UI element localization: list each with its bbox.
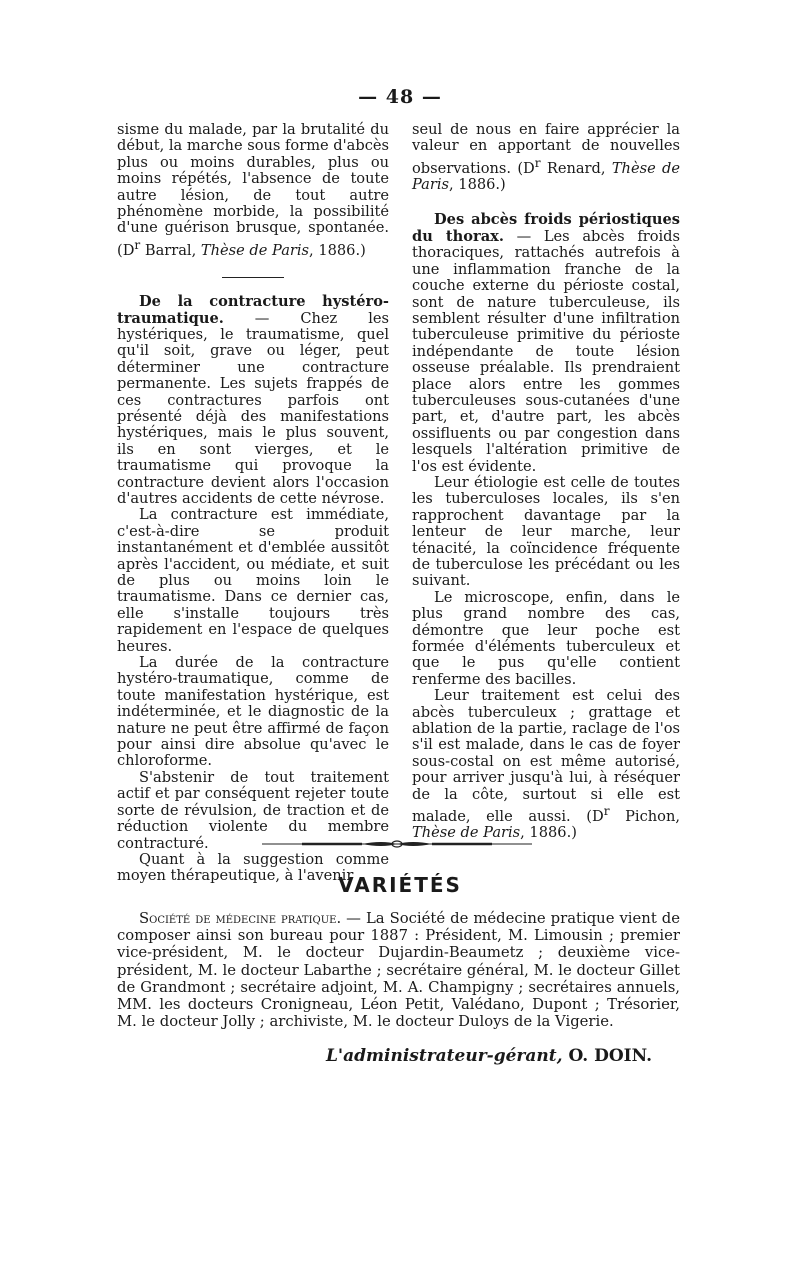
- ornament-divider: [262, 838, 532, 850]
- right-p5-sup: r: [603, 804, 610, 819]
- left-column: [117, 122, 389, 885]
- paragraph-gap: [412, 193, 680, 212]
- signature: [0, 1046, 652, 1066]
- right-paragraph-2: [412, 212, 680, 475]
- left-paragraph-6: Quant à la suggestion comme moyen thérapeutique, à l'avenir: [117, 850, 389, 885]
- varietes-text: — La Société de médecine pratique vient de composer ainsi son bureau pour 1887 : Président, M. Limousin ; premier vice-président, M. le docteur Dujardin-Beaumetz ; deuxième vice-président, M. le docteur Labarthe ; secrétaire général, M. le docteur Gillet de Grandmont ; secrétaire adjoint, M. A. Champigny ; secrétaires annuels, MM. les docteurs Cronigneau, Léon Petit, Valédano, Dupont ; Trésorier, M. le docteur Jolly ; archiviste, M. le docteur Duloys de la Vigerie.: [117, 910, 680, 1031]
- section-heading-contracture: De la contracture hystéro-traumatique.: [117, 293, 389, 327]
- left-paragraph-3: La contracture est immédiate, c'est-à-dire se produit instantanément et d'emblée aussitôt après l'accident, ou médiate, et suit de plus ou moins loin le traumatisme. Dans ce dernier cas, elle s'installe toujours très rapidement en l'espace de quelques heures.: [117, 506, 389, 655]
- signature-name: O. DOIN.: [562, 1046, 652, 1066]
- left-p1-text: sisme du malade, par la brutalité du début, la marche sous forme d'abcès plus ou moins durables, plus ou moins répétés, l'absence de toute autre lésion, de tout autre phénomène morbide, la possibilité d'une guérison brusque, spontanée. (D: [117, 121, 390, 259]
- left-p1-sup: r: [134, 237, 141, 252]
- varietes-section: [117, 910, 680, 1030]
- right-p5-text: Leur traitement est celui des abcès tuberculeux ; grattage et ablation de la partie, raclage de l'os s'il est malade, dans le cas de foyer sous-costal on est même autorisé, pour arriver jusqu'à lui, à réséquer de la côte, surtout si elle est malade, elle aussi. (D: [412, 687, 680, 825]
- section-title-varietes: VARIÉTÉS: [338, 873, 462, 897]
- right-p5-italic: Thèse de Paris: [412, 824, 521, 842]
- left-p1-italic: Thèse de Paris: [200, 241, 310, 259]
- varietes-lead: Société de médecine pratique.: [139, 910, 342, 927]
- right-column: [412, 122, 680, 842]
- right-p1-author: Renard,: [540, 159, 612, 177]
- right-p5-end: , 1886.): [520, 824, 577, 842]
- left-paragraph-2: [117, 294, 389, 507]
- right-p1-text: seul de nous en faire apprécier la valeur en apportant de nouvelles observations. (D: [412, 121, 680, 177]
- right-p1-sup: r: [534, 155, 541, 170]
- right-p5-author: Pichon,: [609, 807, 680, 825]
- separator-rule: [222, 277, 284, 278]
- left-paragraph-1: [117, 122, 389, 259]
- varietes-paragraph: [117, 910, 680, 1030]
- page-number: — 48 —: [358, 86, 442, 108]
- left-p1-end: , 1886.): [309, 241, 366, 259]
- right-p1-italic: Thèse de Paris: [412, 159, 680, 194]
- signature-role: L'administrateur-gérant,: [325, 1046, 563, 1066]
- left-p1-author: Barral,: [140, 241, 201, 259]
- left-paragraph-4: La durée de la contracture hystéro-traumatique, comme de toute manifestation hystérique, est indéterminée, et le diagnostic de la nature ne peut être affirmé de façon pour ainsi dire absolue qu'avec le chloroforme.: [117, 654, 389, 770]
- left-paragraph-5: S'abstenir de tout traitement actif et par conséquent rejeter toute sorte de révulsion, de traction et de réduction violente du membre contracturé.: [117, 768, 389, 852]
- section-heading-abces: Des abcès froids périostiques du thorax.: [412, 211, 680, 245]
- right-p1-end: , 1886.): [449, 176, 506, 194]
- right-paragraph-4: Le microscope, enfin, dans le plus grand nombre des cas, démontre que leur poche est formée d'éléments tuberculeux et que le pus qu'elle contient renferme des bacilles.: [412, 588, 680, 688]
- right-p2-text: — Les abcès froids thoraciques, rattachés autrefois à une inflammation franche de la couche externe du périoste costal, sont de nature tuberculeuse, ils semblent résulter d'une infiltration tuberculeuse primitive du périoste indépendante de toute lésion osseuse préalable. Ils prendraient place alors entre les gommes tuberculeuses sous-cutanées d'une part, et, d'autre part, les abcès ossifluents ou par congestion dans lesquels l'altération primitive de l'os est évidente.: [412, 227, 680, 475]
- right-paragraph-5: [412, 688, 680, 842]
- right-paragraph-3: Leur étiologie est celle de toutes les tuberculoses locales, ils s'en rapprochent davantage par la lenteur de leur marche, leur ténacité, la coïncidence fréquente de tuberculose les précédant ou les suivant.: [412, 473, 680, 590]
- left-p2-text: — Chez les hystériques, le traumatisme, quel qu'il soit, grave ou léger, peut déterminer une contracture permanente. Les sujets frappés de ces contractures parfois ont présenté déjà des manifestations hystériques, mais le plus souvent, ils en sont vierges, et le traumatisme qui provoque la contracture devient alors l'occasion d'autres accidents de cette névrose.: [117, 309, 389, 507]
- right-paragraph-1: [412, 122, 680, 193]
